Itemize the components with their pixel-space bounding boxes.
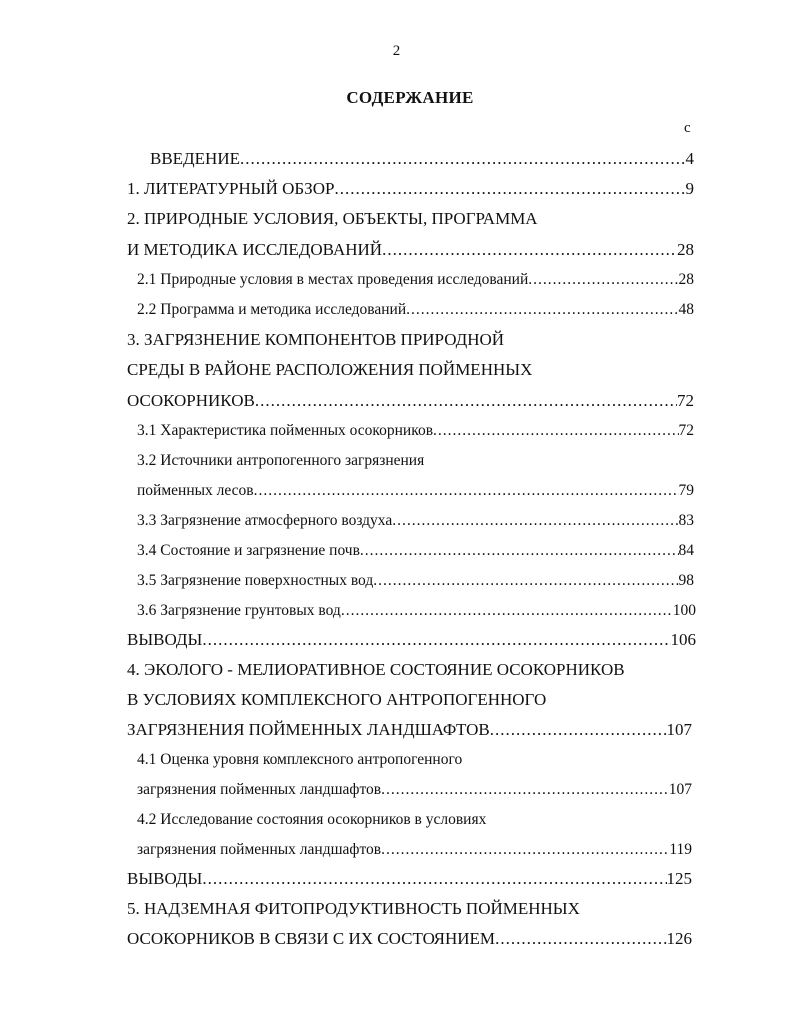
- toc-entry-line: [127, 329, 504, 351]
- toc-entry-text: И МЕТОДИКА ИССЛЕДОВАНИЙ: [127, 240, 383, 259]
- toc-entry-page: 4: [685, 149, 694, 168]
- toc-entry-page: 98: [678, 572, 694, 589]
- toc-entry[interactable]: [137, 600, 696, 622]
- toc-entry[interactable]: [137, 510, 694, 532]
- toc-leader: [202, 868, 666, 890]
- toc-entry-text: 4.1 Оценка уровня комплексного антропогенного: [137, 751, 463, 768]
- toc-entry-text: 3. ЗАГРЯЗНЕНИЕ КОМПОНЕНТОВ ПРИРОДНОЙ: [127, 330, 505, 349]
- page-number: 2: [392, 43, 401, 59]
- toc-entry[interactable]: [127, 629, 696, 651]
- toc-leader: [334, 178, 685, 200]
- toc-entry-page: 107: [668, 781, 692, 798]
- toc-entry-text: загрязнения пойменных ландшафтов: [137, 841, 382, 858]
- toc-entry-text: пойменных лесов: [137, 482, 254, 499]
- toc-entry-line: [127, 359, 532, 381]
- toc-leader: [382, 239, 677, 261]
- toc-entry[interactable]: [127, 239, 694, 261]
- toc-entry-line: [127, 898, 580, 920]
- toc-entry-line: [127, 208, 538, 230]
- toc-entry-page: 72: [678, 422, 694, 439]
- toc-entry-page: 72: [677, 391, 694, 410]
- toc-entry-text: 2.1 Природные условия в местах проведения исследований: [137, 271, 529, 288]
- toc-entry-page: 100: [672, 602, 696, 619]
- toc-entry-text: ВВЕДЕНИЕ: [150, 149, 240, 168]
- toc-leader: [381, 779, 669, 801]
- toc-entry-text: 5. НАДЗЕМНАЯ ФИТОПРОДУКТИВНОСТЬ ПОЙМЕННЫХ: [127, 899, 580, 918]
- toc-entry-page: 28: [677, 240, 694, 259]
- toc-entry-text: загрязнения пойменных ландшафтов: [137, 781, 382, 798]
- toc-entry-page: 125: [666, 869, 692, 888]
- toc-entry-text: ОСОКОРНИКОВ: [127, 391, 255, 410]
- toc-entry-page: 126: [666, 929, 692, 948]
- toc-entry-page: 48: [678, 301, 694, 318]
- toc-entry[interactable]: [127, 390, 694, 412]
- toc-entry-text: 3.4 Состояние и загрязнение почв: [137, 542, 360, 559]
- toc-leader: [240, 148, 686, 170]
- toc-entry-text: 4. ЭКОЛОГО - МЕЛИОРАТИВНОЕ СОСТОЯНИЕ ОСОКОРНИКОВ: [127, 660, 625, 679]
- toc-entry-line: [137, 450, 424, 472]
- toc-leader: [381, 839, 669, 861]
- toc-entry[interactable]: [127, 868, 692, 890]
- toc-entry-text: 3.3 Загрязнение атмосферного воздуха: [137, 512, 393, 529]
- toc-entry[interactable]: [127, 178, 694, 200]
- toc-entry-text: 3.2 Источники антропогенного загрязнения: [137, 452, 425, 469]
- toc-entry-page: 119: [669, 841, 692, 858]
- toc-entry-text: ВЫВОДЫ: [127, 869, 203, 888]
- toc-entry-page: 9: [685, 179, 694, 198]
- toc-entry[interactable]: [137, 570, 694, 592]
- toc-entry-text: 1. ЛИТЕРАТУРНЫЙ ОБЗОР: [127, 179, 335, 198]
- page-column-marker: с: [684, 120, 691, 136]
- toc-leader: [255, 390, 677, 412]
- toc-entry[interactable]: [127, 928, 692, 950]
- toc-entry-page: 79: [678, 482, 694, 499]
- toc-entry[interactable]: [127, 719, 692, 741]
- toc-leader: [202, 629, 670, 651]
- toc-entry[interactable]: [137, 540, 694, 562]
- toc-entry-line: [137, 809, 486, 831]
- toc-entry-text: СРЕДЫ В РАЙОНЕ РАСПОЛОЖЕНИЯ ПОЙМЕННЫХ: [127, 360, 533, 379]
- toc-entry-page: 28: [678, 271, 694, 288]
- toc-leader: [528, 269, 678, 291]
- toc-entry-page: 106: [670, 630, 696, 649]
- toc-leader: [360, 540, 679, 562]
- toc-entry-line: [127, 689, 546, 711]
- toc-entry-text: 3.1 Характеристика пойменных осокорников: [137, 422, 434, 439]
- toc-entry-line: [137, 749, 462, 771]
- toc-entry-page: 83: [678, 512, 694, 529]
- toc-entry-text: ВЫВОДЫ: [127, 630, 203, 649]
- toc-leader: [495, 928, 666, 950]
- toc-leader: [392, 510, 678, 532]
- toc-entry-text: ЗАГРЯЗНЕНИЯ ПОЙМЕННЫХ ЛАНДШАФТОВ: [127, 720, 490, 739]
- toc-leader: [341, 600, 673, 622]
- toc-entry-page: 107: [666, 720, 692, 739]
- toc-entry-line: [127, 659, 625, 681]
- toc-entry-text: ОСОКОРНИКОВ В СВЯЗИ С ИХ СОСТОЯНИЕМ: [127, 929, 496, 948]
- toc-entry-page: 84: [678, 542, 694, 559]
- toc-leader: [254, 480, 679, 502]
- toc-entry-text: 3.5 Загрязнение поверхностных вод: [137, 572, 374, 589]
- page-title: СОДЕРЖАНИЕ: [346, 88, 474, 107]
- toc-leader: [406, 299, 678, 321]
- toc-entry[interactable]: [137, 420, 694, 442]
- toc-leader: [433, 420, 678, 442]
- toc-entry[interactable]: [137, 480, 694, 502]
- toc-entry[interactable]: [137, 779, 692, 801]
- toc-entry[interactable]: [137, 839, 692, 861]
- toc-entry-text: 2. ПРИРОДНЫЕ УСЛОВИЯ, ОБЪЕКТЫ, ПРОГРАММА: [127, 209, 538, 228]
- toc-entry-text: 2.2 Программа и методика исследований: [137, 301, 407, 318]
- toc-entry-text: 4.2 Исследование состояния осокорников в условиях: [137, 811, 487, 828]
- toc-entry[interactable]: [150, 148, 694, 170]
- toc-entry[interactable]: [137, 269, 694, 291]
- toc-entry-text: В УСЛОВИЯХ КОМПЛЕКСНОГО АНТРОПОГЕННОГО: [127, 690, 547, 709]
- toc-leader: [373, 570, 678, 592]
- toc-entry-text: 3.6 Загрязнение грунтовых вод: [137, 602, 341, 619]
- toc-leader: [490, 719, 667, 741]
- toc-entry[interactable]: [137, 299, 694, 321]
